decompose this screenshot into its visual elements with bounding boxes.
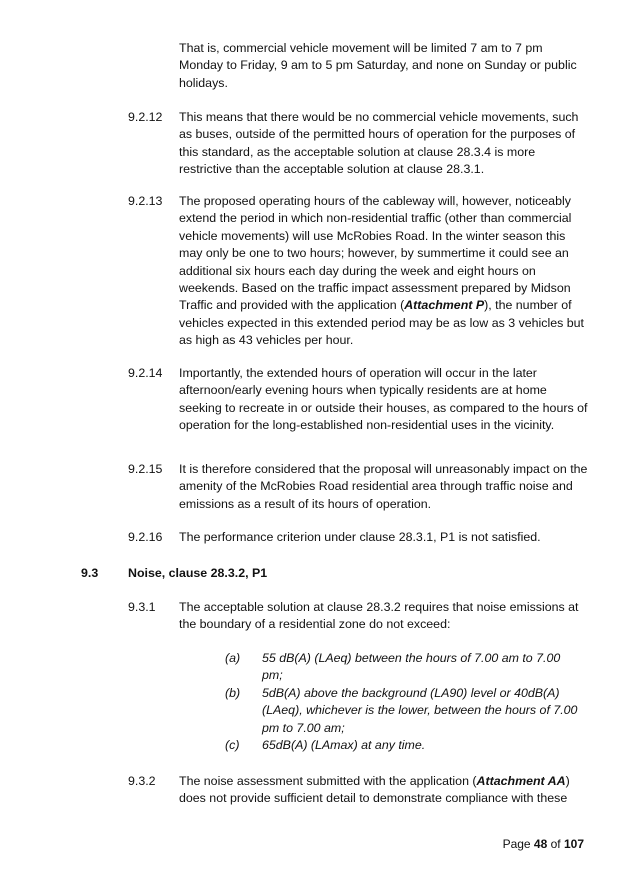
list-item-text: 5dB(A) above the background (LA90) level or 40dB(A) (LAeq), whichever is the lower, between the hours of 7.00 pm to 7.00 am;	[262, 686, 578, 735]
intro-paragraph: That is, commercial vehicle movement will be limited 7 am to 7 pm Monday to Friday, 9 am to 5 pm Saturday, and none on Sunday or public holidays.	[179, 41, 577, 90]
paragraph-text: This means that there would be no commercial vehicle movements, such as buses, outside of the permitted hours of operation for the purposes of this standard, as the acceptable solution at clause 28.3.4 is more restrictive than the acceptable solution at clause 28.3.1.	[179, 110, 579, 177]
attachment-reference: Attachment P	[404, 298, 485, 313]
section-title: Noise, clause 28.3.2, P1	[128, 566, 268, 580]
paragraph-number: 9.2.16	[128, 530, 163, 544]
attachment-reference: Attachment AA	[476, 774, 566, 788]
list-item-label: (a)	[225, 651, 241, 665]
paragraph-number: 9.2.12	[128, 110, 163, 124]
paragraph-number: 9.2.15	[128, 462, 163, 476]
paragraph-text: The acceptable solution at clause 28.3.2 requires that noise emissions at the boundary of a residential zone do not exceed:	[179, 600, 579, 632]
paragraph-number: 9.2.13	[128, 194, 163, 208]
paragraph-text: It is therefore considered that the proposal will unreasonably impact on the amenity of the McRobies Road residential area through traffic noise and emissions as a result of its hours of operation.	[179, 462, 588, 511]
list-item-text: 55 dB(A) (LAeq) between the hours of 7.00 am to 7.00 pm;	[262, 651, 561, 683]
paragraph-text: The noise assessment submitted with the application (Attachment AA) does not provide sufficient detail to demonstrate compliance with these	[179, 774, 570, 806]
page-number-footer: Page 48 of 107	[502, 837, 584, 851]
paragraph-text: Importantly, the extended hours of operation will occur in the later afternoon/early evening hours when typically residents are at home seeking to recreate in or outside their houses, as compared to the hours of operation for the long-established non-residential uses in the vicinity.	[179, 366, 588, 433]
paragraph-number: 9.3.2	[128, 774, 156, 788]
list-item-text: 65dB(A) (LAmax) at any time.	[262, 738, 426, 752]
paragraph-text: The performance criterion under clause 28.3.1, P1 is not satisfied.	[179, 530, 541, 544]
section-number: 9.3	[81, 566, 99, 580]
paragraph-number: 9.3.1	[128, 600, 156, 614]
list-item-label: (b)	[225, 686, 241, 700]
paragraph-text: The proposed operating hours of the cableway will, however, noticeably extend the period in which non-residential traffic (other than commercial vehicle movements) will use McRobies Road. In the winter season this may only be one to two hours; however, by summertime it could see an additional six hours each day during the week and eight hours on weekends. Based on the traffic impact assessment prepared by Midson Traffic and provided with the application (Attachment P), the number of vehicles expected in this extended period may be as low as 3 vehicles but as high as 43 vehicles per hour.	[179, 194, 584, 348]
list-item-label: (c)	[225, 738, 240, 752]
paragraph-number: 9.2.14	[128, 366, 163, 380]
